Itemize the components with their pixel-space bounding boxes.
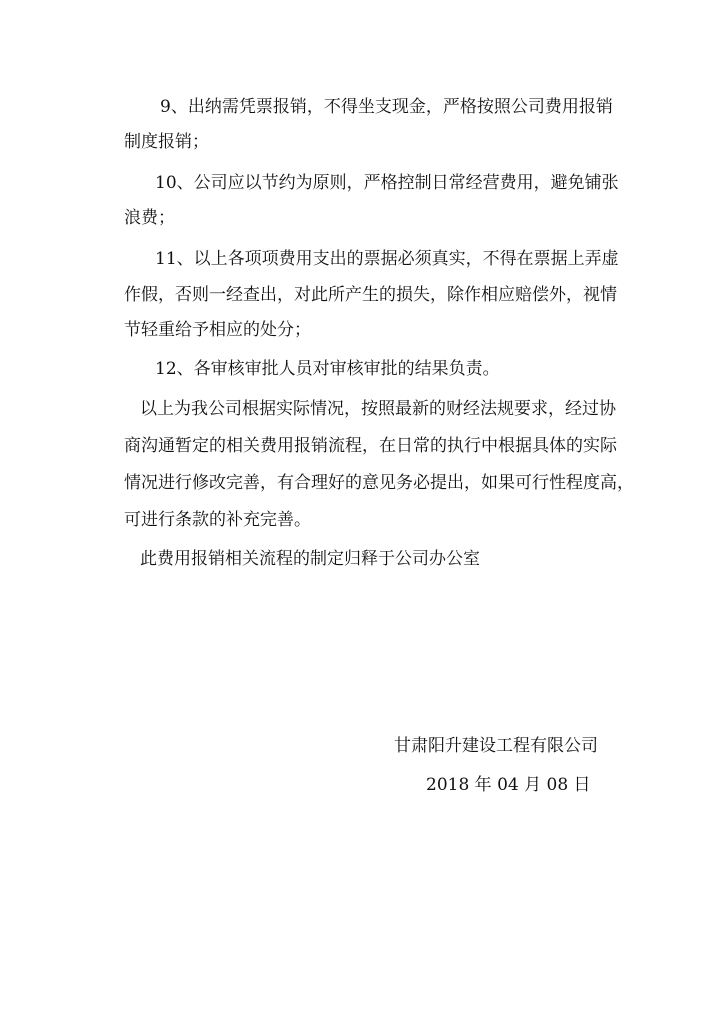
signature-company: 甘肃阳升建设工程有限公司: [394, 736, 598, 756]
item-11-line-2: 作假，否则一经查出，对此所产生的损失，除作相应赔偿外，视情: [124, 285, 617, 305]
summary-line-3: 情况进行修改完善，有合理好的意见务必提出，如果可行性程度高，: [124, 473, 634, 493]
signature-date: 2018 年 04 月 08 日: [426, 775, 591, 795]
item-10-line-1: 10、公司应以节约为原则，严格控制日常经营费用，避免铺张: [155, 173, 619, 193]
item-9-line-2: 制度报销；: [124, 132, 209, 152]
ownership-statement: 此费用报销相关流程的制定归释于公司办公室: [140, 549, 480, 569]
summary-line-1: 以上为我公司根据实际情况，按照最新的财经法规要求，经过协: [140, 399, 616, 419]
item-11-line-3: 节轻重给予相应的处分；: [124, 320, 311, 340]
item-12-line-1: 12、各审核审批人员对审核审批的结果负责。: [155, 359, 500, 379]
summary-line-2: 商沟通暂定的相关费用报销流程，在日常的执行中根据具体的实际: [124, 436, 617, 456]
item-10-line-2: 浪费；: [124, 208, 175, 228]
item-11-line-1: 11、以上各项项费用支出的票据必须真实，不得在票据上弄虚: [155, 249, 619, 269]
summary-line-4: 可进行条款的补充完善。: [124, 510, 311, 530]
item-9-line-1: 9、出纳需凭票报销，不得坐支现金，严格按照公司费用报销: [160, 97, 613, 117]
